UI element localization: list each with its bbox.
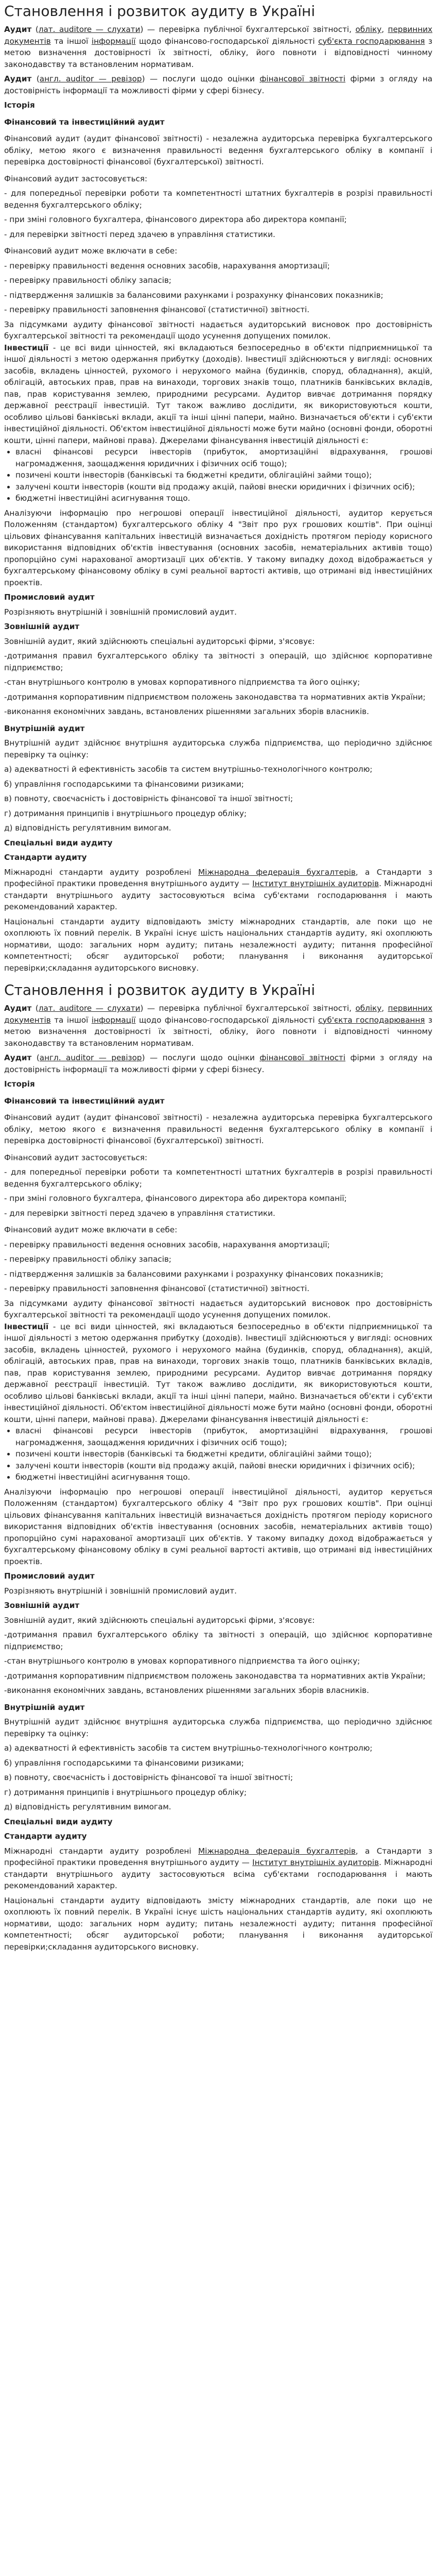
list-item: - підтвердження залишків за балансовими рахунками і розрахунку фінансових показників; xyxy=(4,1269,383,1279)
paragraph: Зовнішній аудит, який здійснюють спеціальні аудиторські фірми, з'ясовує: xyxy=(4,636,315,646)
paragraph: Фінансовий аудит (аудит фінансової звітності) - незалежна аудиторська перевірка бухгалтерського обліку, метою якого є визначення правильності ведення бухгалтерського обліку в компанії і перевірка достовірності фінансової (бухгалтерської) звітності. xyxy=(4,1113,432,1145)
section-heading: Зовнішній аудит xyxy=(4,622,80,631)
page xyxy=(4,2,432,1953)
section-heading: Зовнішній аудит xyxy=(4,1601,80,1610)
paragraph: Національні стандарти аудиту відповідають змісту міжнародних стандартів, але поки що не охоплюють їх повний перелік. В Україні існує шість національних стандартів аудиту, які охоплюють нормативи, щодо: загальних норм аудиту; питань незалежності аудиту; питання професійної компетентності; обсяг аудиторської роботи; планування і виконання аудиторської перевірки;складання аудиторського висновку. xyxy=(4,1895,432,1952)
list-item: а) адекватності й ефективність засобів та систем внутрішньо-технологічного контролю; xyxy=(4,765,373,774)
article xyxy=(4,2,432,974)
list-item: - перевірку правильності ведення основних засобів, нарахування амортизації; xyxy=(4,261,330,270)
list xyxy=(4,188,432,240)
link-ifac[interactable]: Міжнародна федерація бухгалтерів xyxy=(198,1846,356,1856)
term-audit: Аудит xyxy=(4,25,32,34)
paragraph: Національні стандарти аудиту відповідають змісту міжнародних стандартів, але поки що не охоплюють їх повний перелік. В Україні існує шість національних стандартів аудиту, які охоплюють нормативи, щодо: загальних норм аудиту; питань незалежності аудиту; питання професійної компетентності; обсяг аудиторської роботи; планування і виконання аудиторської перевірки;складання аудиторського висновку. xyxy=(4,917,432,973)
list-item: - для попередньої перевірки роботи та компетентності штатних бухгалтерів в розрізі правильності ведення бухгалтерського обліку; xyxy=(4,1167,432,1189)
link-subiekta[interactable]: суб'єкта господарювання xyxy=(318,36,425,46)
list-item: в) повноту, своєчасність і достовірність фінансової та іншої звітності; xyxy=(4,794,293,803)
list-item: б) управління господарськими та фінансовими ризиками; xyxy=(4,779,244,789)
article-copy xyxy=(4,2,432,974)
page-title: Становлення і розвиток аудиту в Україні xyxy=(4,981,316,998)
paragraph: Зовнішній аудит, який здійснюють спеціальні аудиторські фірми, з'ясовує: xyxy=(4,1615,315,1625)
paragraph: Розрізняють внутрішній і зовнішній промисловий аудит. xyxy=(4,1586,237,1596)
auditor-paragraph: Аудит (англ. auditor — ревізор) — послуги щодо оцінки фінансової звітності фірми з огляду на достовірність інформації та можливості фірми у сфері бізнесу. xyxy=(4,1053,433,1074)
list-item: - при зміні головного бухгалтера, фінансового директора або директора компанії; xyxy=(4,1194,347,1203)
article xyxy=(4,981,432,1953)
paragraph: Фінансовий аудит застосовується: xyxy=(4,174,148,183)
link-obliku[interactable]: обліку xyxy=(355,1004,382,1013)
section-heading: Спеціальні види аудиту xyxy=(4,838,113,848)
list xyxy=(4,1166,432,1219)
list-item: • бюджетні інвестиційні асигнування тощо. xyxy=(15,493,432,504)
link-informatsii[interactable]: інформації xyxy=(91,36,136,46)
term-audit: Аудит xyxy=(4,1004,32,1013)
standards-paragraph: Міжнародні стандарти аудиту розроблені Міжнародна федерація бухгалтерів, а Стандарти з професійної практики проведення внутрішнього аудиту — Інститут внутрішніх аудиторів. Міжнародні стандарти внутрішнього аудиту застосовуються всіма суб'єктами господарювання і мають рекомендований характер. xyxy=(4,1846,433,1890)
section-heading: Фінансовий та інвестиційний аудит xyxy=(4,1096,165,1106)
page-title: Становлення і розвиток аудиту в Україні xyxy=(4,3,316,20)
list-item: - підтвердження залишків за балансовими рахунками і розрахунку фінансових показників; xyxy=(4,290,383,300)
term-investments: Інвестиції xyxy=(4,343,49,352)
list-item: д) відповідність регулятивним вимогам. xyxy=(4,823,171,833)
list xyxy=(4,764,432,834)
section-heading: Промисловий аудит xyxy=(4,1571,95,1581)
list-item: б) управління господарськими та фінансовими ризиками; xyxy=(4,1758,244,1768)
paragraph: Розрізняють внутрішній і зовнішній промисловий аудит. xyxy=(4,607,237,617)
paragraph: Фінансовий аудит може включати в себе: xyxy=(4,246,178,256)
etymology-link[interactable]: лат. auditore — слухати xyxy=(38,25,141,34)
list xyxy=(4,1629,432,1697)
list-item: а) адекватності й ефективність засобів та систем внутрішньо-технологічного контролю; xyxy=(4,1743,373,1753)
list-item: - перевірку правильності заповнення фінансової (статистичної) звітності. xyxy=(4,1284,310,1293)
investments-paragraph: Інвестиції - це всі види цінностей, які вкладаються безпосередньо в об'єкти підприємницької та іншої діяльності з метою одержання прибутку (доходів). Інвестиції здійснюються у вигляді: основних засобів, вкладень цінностей, рухомого і нерухомого майна (будинків, споруд, обладнання), акцій, облігацій, автоських прав, прав на винаходи, торгових знаків тощо, платників банківських вкладів, пав, прав користування землею, природними ресурсами. Аудитор вивчає дотримання порядку державної реєстрації інвестицій. Тут також важливо дослідити, як використовуються кошти, особливо цільові банківські вклади, акції та інші цінні папери, майно. Визначається об'єкти і суб'єкти інвестиційної діяльності. Об'єктом інвестиційної діяльності може бути майно (основні фонди, оборотні кошти, цінні папери, майнові права). Джерелами фінансування інвестицій діяльності є: xyxy=(4,1321,432,1424)
term-investments: Інвестиції xyxy=(4,1321,49,1331)
paragraph: Аналізуючи інформацію про негрошові операції інвестиційної діяльності, аудитор керується Положенням (стандартом) бухгалтерського обліку 4 "Звіт про рух грошових коштів". При оцінці цільових фінансування капітальних інвестицій визначається дохідність протягом періоду корисного використання відповідних об'єктів інвестування (основних засобів, нематеріальних активів тощо) пропорційно сумі нарахованої амортизації цих об'єктів. У такому випадку доход відображається у бухгалтерському фінансовому обліку в сумі реальної вартості активів, що отримані від інвестиційних проектів. xyxy=(4,508,432,587)
list-item: - перевірку правильності заповнення фінансової (статистичної) звітності. xyxy=(4,305,310,314)
link-finansovoi-zvitnosti[interactable]: фінансової звітності xyxy=(259,74,346,83)
list-item: - перевірку правильності обліку запасів; xyxy=(4,1255,172,1264)
list xyxy=(4,650,432,718)
list-item: -стан внутрішнього контролю в умовах корпоративного підприємства та його оцінку; xyxy=(4,677,360,687)
list-item: -дотримання правил бухгалтерського обліку та звітності з операцій, що здійснює корпоративне підприємство; xyxy=(4,1630,432,1651)
list xyxy=(4,1239,432,1295)
section-heading: Промисловий аудит xyxy=(4,592,95,602)
section-heading: Спеціальні види аудиту xyxy=(4,1817,113,1826)
list xyxy=(4,260,432,316)
list-item: - перевірку правильності ведення основних засобів, нарахування амортизації; xyxy=(4,1240,330,1249)
paragraph: Внутрішній аудит здійснює внутрішня аудиторська служба підприємства, що періодично здійснює перевірку та оцінку: xyxy=(4,738,432,759)
link-ifac[interactable]: Міжнародна федерація бухгалтерів xyxy=(198,867,356,877)
list xyxy=(4,1742,432,1813)
link-subiekta[interactable]: суб'єкта господарювання xyxy=(318,1015,425,1025)
link-obliku[interactable]: обліку xyxy=(355,25,382,34)
list-item: д) відповідність регулятивним вимогам. xyxy=(4,1802,171,1811)
bullet-list xyxy=(4,446,432,504)
list-item: • власні фінансові ресурси інвесторів (прибуток, амортизаційні відрахування, грошові нагромадження, заощадження юридичних і фізичних осіб тощо); xyxy=(15,446,432,469)
section-heading: Фінансовий та інвестиційний аудит xyxy=(4,117,165,127)
list-item: • позичені кошти інвесторів (банківські та бюджетні кредити, облігаційні займи тощо); xyxy=(15,1448,432,1460)
list-item: -дотримання корпоративним підприємством положень законодавства та нормативних актів України; xyxy=(4,1671,426,1681)
link-informatsii[interactable]: інформації xyxy=(91,1015,136,1025)
section-heading: Внутрішній аудит xyxy=(4,723,85,733)
list-item: -виконання економічних завдань, встановлених рішеннями загальних зборів власників. xyxy=(4,1686,369,1695)
section-heading: Історія xyxy=(4,100,35,110)
link-iia[interactable]: Інститут внутрішніх аудиторів xyxy=(252,879,379,888)
etymology-link[interactable]: англ. auditor — ревізор xyxy=(39,1053,142,1062)
list-item: -стан внутрішнього контролю в умовах корпоративного підприємства та його оцінку; xyxy=(4,1656,360,1666)
paragraph: Фінансовий аудит може включати в себе: xyxy=(4,1225,178,1234)
link-pervynnykh-dokumentiv[interactable]: первинних документів xyxy=(4,25,432,46)
list-item: • бюджетні інвестиційні асигнування тощо. xyxy=(15,1471,432,1483)
list-item: - при зміні головного бухгалтера, фінансового директора або директора компанії; xyxy=(4,215,347,224)
section-heading: Історія xyxy=(4,1079,35,1089)
list-item: - для попередньої перевірки роботи та компетентності штатних бухгалтерів в розрізі правильності ведення бухгалтерського обліку; xyxy=(4,189,432,210)
paragraph: Аналізуючи інформацію про негрошові операції інвестиційної діяльності, аудитор керується Положенням (стандартом) бухгалтерського обліку 4 "Звіт про рух грошових коштів". При оцінці цільових фінансування капітальних інвестицій визначається дохідність протягом періоду корисного використання відповідних об'єктів інвестування (основних засобів, нематеріальних активів тощо) пропорційно сумі нарахованої амортизації цих об'єктів. У такому випадку доход відображається у бухгалтерському фінансовому обліку в сумі реальної вартості активів, що отримані від інвестиційних проектів. xyxy=(4,1487,432,1566)
link-finansovoi-zvitnosti[interactable]: фінансової звітності xyxy=(259,1053,346,1062)
auditor-paragraph: Аудит (англ. auditor — ревізор) — послуги щодо оцінки фінансової звітності фірми з огляду на достовірність інформації та можливості фірми у сфері бізнесу. xyxy=(4,74,433,95)
list-item: - перевірку правильності обліку запасів; xyxy=(4,276,172,285)
list-item: г) дотримання принципів і внутрішнього процедур обліку; xyxy=(4,808,247,818)
standards-paragraph: Міжнародні стандарти аудиту розроблені Міжнародна федерація бухгалтерів, а Стандарти з професійної практики проведення внутрішнього аудиту — Інститут внутрішніх аудиторів. Міжнародні стандарти внутрішнього аудиту застосовуються всіма суб'єктами господарювання і мають рекомендований характер. xyxy=(4,867,433,911)
paragraph: Внутрішній аудит здійснює внутрішня аудиторська служба підприємства, що періодично здійснює перевірку та оцінку: xyxy=(4,1717,432,1738)
etymology-link[interactable]: лат. auditore — слухати xyxy=(38,1004,141,1013)
etymology-link[interactable]: англ. auditor — ревізор xyxy=(39,74,142,83)
paragraph: За підсумками аудиту фінансової звітності надається аудиторський висновок про достовірність бухгалтерської звітності та рекомендації щодо усунення допущених помилок. xyxy=(4,319,432,341)
section-heading: Внутрішній аудит xyxy=(4,1702,85,1712)
paragraph: Фінансовий аудит застосовується: xyxy=(4,1153,148,1162)
list-item: -дотримання правил бухгалтерського обліку та звітності з операцій, що здійснює корпоративне підприємство; xyxy=(4,651,432,672)
paragraph: За підсумками аудиту фінансової звітності надається аудиторський висновок про достовірність бухгалтерської звітності та рекомендації щодо усунення допущених помилок. xyxy=(4,1298,432,1319)
list-item: • власні фінансові ресурси інвесторів (прибуток, амортизаційні відрахування, грошові нагромадження, заощадження юридичних і фізичних осіб тощо); xyxy=(15,1425,432,1448)
list-item: • залучені кошти інвесторів (кошти від продажу акцій, пайові внески юридичних і фізичних осіб); xyxy=(15,1460,432,1472)
list-item: г) дотримання принципів і внутрішнього процедур обліку; xyxy=(4,1787,247,1797)
list-item: - для перевірки звітності перед здачею в управління статистики. xyxy=(4,1208,275,1218)
list-item: • позичені кошти інвесторів (банківські та бюджетні кредити, облігаційні займи тощо); xyxy=(15,469,432,481)
bullet-list xyxy=(4,1425,432,1483)
list-item: • залучені кошти інвесторів (кошти від продажу акцій, пайові внески юридичних і фізичних осіб); xyxy=(15,481,432,493)
intro-paragraph: Аудит (лат. auditore — слухати) — перевірка публічної бухгалтерської звітності, обліку, первинних документів та іншої інформації щодо фінансово-господарської діяльності суб'єкта господарювання з метою визначення достовірності їх звітності, обліку, його повноти і відповідності чинному законодавству та встановленим нормативам. xyxy=(4,1004,433,1048)
list-item: -дотримання корпоративним підприємством положень законодавства та нормативних актів України; xyxy=(4,692,426,702)
section-heading: Стандарти аудиту xyxy=(4,853,87,862)
list-item: в) повноту, своєчасність і достовірність фінансової та іншої звітності; xyxy=(4,1773,293,1782)
list-item: - для перевірки звітності перед здачею в управління статистики. xyxy=(4,229,275,239)
intro-paragraph: Аудит (лат. auditore — слухати) — перевірка публічної бухгалтерської звітності, обліку, первинних документів та іншої інформації щодо фінансово-господарської діяльності суб'єкта господарювання з метою визначення достовірності їх звітності, обліку, його повноти і відповідності чинному законодавству та встановленим нормативам. xyxy=(4,25,433,69)
link-pervynnykh-dokumentiv[interactable]: первинних документів xyxy=(4,1004,432,1025)
paragraph: Фінансовий аудит (аудит фінансової звітності) - незалежна аудиторська перевірка бухгалтерського обліку, метою якого є визначення правильності ведення бухгалтерського обліку в компанії і перевірка достовірності фінансової (бухгалтерської) звітності. xyxy=(4,134,432,166)
list-item: -виконання економічних завдань, встановлених рішеннями загальних зборів власників. xyxy=(4,707,369,716)
investments-paragraph: Інвестиції - це всі види цінностей, які вкладаються безпосередньо в об'єкти підприємницької та іншої діяльності з метою одержання прибутку (доходів). Інвестиції здійснюються у вигляді: основних засобів, вкладень цінностей, рухомого і нерухомого майна (будинків, споруд, обладнання), акцій, облігацій, автоських прав, прав на винаходи, торгових знаків тощо, платників банківських вкладів, пав, прав користування землею, природними ресурсами. Аудитор вивчає дотримання порядку державної реєстрації інвестицій. Тут також важливо дослідити, як використовуються кошти, особливо цільові банківські вклади, акції та інші цінні папери, майно. Визначається об'єкти і суб'єкти інвестиційної діяльності. Об'єктом інвестиційної діяльності може бути майно (основні фонди, оборотні кошти, цінні папери, майнові права). Джерелами фінансування інвестицій діяльності є: xyxy=(4,343,432,445)
link-iia[interactable]: Інститут внутрішніх аудиторів xyxy=(252,1858,379,1867)
article-copy xyxy=(4,981,432,1953)
section-heading: Стандарти аудиту xyxy=(4,1832,87,1841)
